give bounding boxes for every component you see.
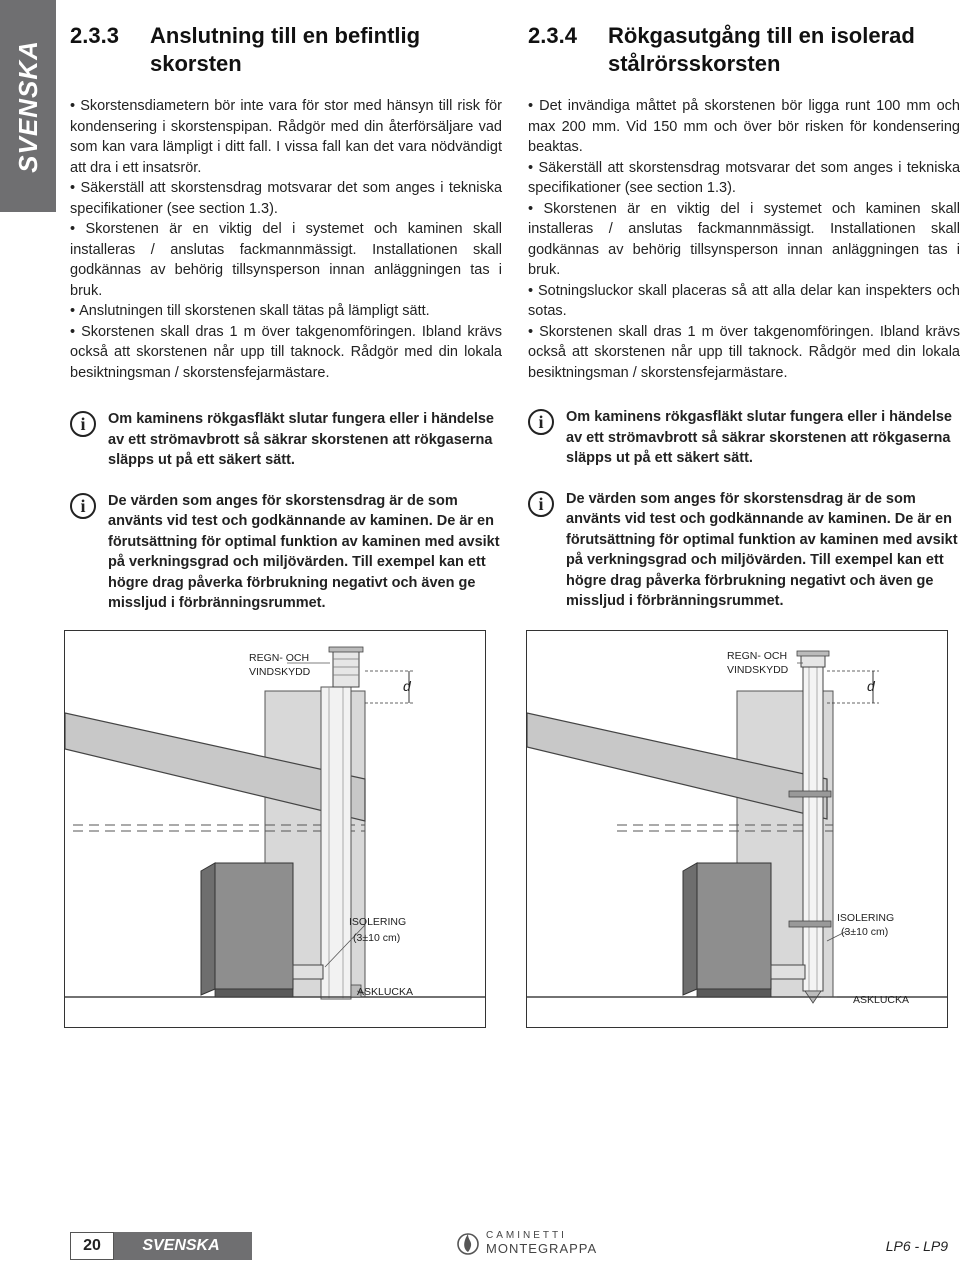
label-insulation: ISOLERING — [837, 912, 895, 924]
wall-bracket — [789, 791, 831, 797]
label-hatch: ASKLUCKA — [853, 994, 910, 1006]
flame-logo-icon — [456, 1228, 480, 1256]
label-d: d — [403, 678, 411, 694]
brand-logo — [456, 1228, 597, 1256]
steel-chimney — [803, 667, 823, 991]
section-2-3-4 — [528, 22, 960, 612]
info-note — [70, 491, 502, 614]
label-d: d — [867, 678, 875, 694]
info-note-text: De värden som anges för skorstensdrag är de som använts vid test och godkännande av kaminen. De är en förutsättning för optimal funktion av kaminen med avsikt på verkningsgrad och miljövärden. Till exempel kan ett högre drag påverka förbrukning negativt och även ge missljud i förbränningsrummet. — [566, 490, 958, 609]
label-insulation: ISOLERING — [349, 916, 407, 928]
brand-bottom: MONTEGRAPPA — [486, 1241, 598, 1256]
info-icon: i — [70, 493, 96, 519]
label-insulation-2: (3±10 cm) — [353, 932, 401, 944]
rain-cap — [333, 651, 359, 687]
bullet-list — [528, 96, 960, 383]
info-note — [528, 489, 960, 612]
stove-side — [201, 863, 215, 995]
bullet-item: • Det invändiga måttet på skorstenen bör ligga runt 100 mm och max 200 mm. Vid 150 mm och över bör risken för kondensering beaktas. — [528, 96, 960, 158]
label-rain-cap: REGN- OCH — [249, 652, 310, 664]
section-heading — [528, 22, 960, 78]
connector-pipe — [771, 965, 805, 979]
bullet-item: • Anslutningen till skorstenen skall tätas på lämpligt sätt. — [70, 301, 502, 322]
side-tab-label: SVENSKA — [12, 39, 43, 173]
info-note — [70, 409, 502, 471]
info-note-text: De värden som anges för skorstensdrag är de som använts vid test och godkännande av kaminen. De är en förutsättning för optimal funktion av kaminen med avsikt på verkningsgrad och miljövärden. Till exempel kan ett högre drag påverka förbrukning negativt och även ge missljud i förbränningsrummet. — [108, 492, 500, 611]
wall-bracket — [789, 921, 831, 927]
bullet-list — [70, 96, 502, 383]
info-note-text: Om kaminens rökgasfläkt slutar fungera eller i händelse av ett strömavbrott så säkrar skorstenen att rökgaserna släpps ut på ett säkert sätt. — [566, 409, 952, 466]
connector-pipe — [293, 965, 323, 979]
label-rain-cap-2: VINDSKYDD — [727, 664, 789, 676]
bullet-item: • Skorstenen är en viktig del i systemet och kaminen skall installeras / anslutas fackmannmässigt. Installationen skall godkännas av behörig tillsynsperson innan anläggningen tas i bruk. — [528, 199, 960, 281]
info-icon: i — [528, 491, 554, 517]
bullet-item: • Skorstensdiametern bör inte vara för stor med hänsyn till risk för kondensering i skorstenspipan. Rådgör med din återförsäljare vad som kan vara lämpligt i ditt fall. I vissa fall kan det vara nödvändigt att dra i ett insatsrör. — [70, 96, 502, 178]
brand-top: CAMINETTI — [486, 1230, 567, 1241]
rain-cap — [801, 655, 825, 667]
info-icon: i — [70, 411, 96, 437]
footer-language: SVENSKA — [110, 1232, 252, 1260]
section-number: 2.3.4 — [528, 23, 577, 48]
diagram-steel-chimney-svg — [527, 631, 947, 1027]
section-heading — [70, 22, 502, 78]
stove — [697, 863, 771, 989]
section-2-3-3 — [70, 22, 502, 614]
label-insulation-2: (3±10 cm) — [841, 926, 889, 938]
language-side-tab — [0, 0, 56, 212]
bullet-item: • Säkerställ att skorstensdrag motsvarar det som anges i tekniska specifikationer (see section 1.3). — [70, 178, 502, 219]
info-note — [528, 407, 960, 469]
chimney-flue — [321, 687, 351, 999]
section-number: 2.3.3 — [70, 23, 119, 48]
stove-side — [683, 863, 697, 995]
diagram-existing-chimney — [64, 630, 486, 1028]
info-icon: i — [528, 409, 554, 435]
page-number: 20 — [70, 1232, 114, 1260]
model-name: LP6 - LP9 — [885, 1238, 948, 1254]
bullet-item: • Skorstenen är en viktig del i systemet och kaminen skall installeras / anslutas fackmannmässigt. Installationen skall godkännas av behörig tillsynsperson innan anläggningen tas i bruk. — [70, 219, 502, 301]
label-hatch: ASKLUCKA — [357, 986, 414, 998]
diagram-existing-chimney-svg — [65, 631, 485, 1027]
section-title: Rökgasutgång till en isolerad stålrörsskorsten — [608, 23, 915, 76]
label-rain-cap-2: VINDSKYDD — [249, 666, 311, 678]
diagram-steel-chimney — [526, 630, 948, 1028]
label-rain-cap: REGN- OCH — [727, 650, 788, 662]
bullet-item: • Skorstenen skall dras 1 m över takgenomföringen. Ibland krävs också att skorstenen når upp till taknock. Rådgör med din lokala besiktningsman / skorstensfejarmästare. — [70, 322, 502, 384]
info-note-text: Om kaminens rökgasfläkt slutar fungera eller i händelse av ett strömavbrott så säkrar skorstenen att rökgaserna släpps ut på ett säkert sätt. — [108, 411, 494, 468]
bullet-item: • Sotningsluckor skall placeras så att alla delar kan inspekters och sotas. — [528, 281, 960, 322]
brand-text — [486, 1229, 597, 1255]
bullet-item: • Skorstenen skall dras 1 m över takgenomföringen. Ibland krävs också att skorstenen når upp till taknock. Rådgör med din lokala besiktningsman / skorstensfejarmästare. — [528, 322, 960, 384]
stove — [215, 863, 293, 989]
section-title: Anslutning till en befintlig skorsten — [150, 23, 421, 76]
bullet-item: • Säkerställ att skorstensdrag motsvarar det som anges i tekniska specifikationer (see section 1.3). — [528, 158, 960, 199]
